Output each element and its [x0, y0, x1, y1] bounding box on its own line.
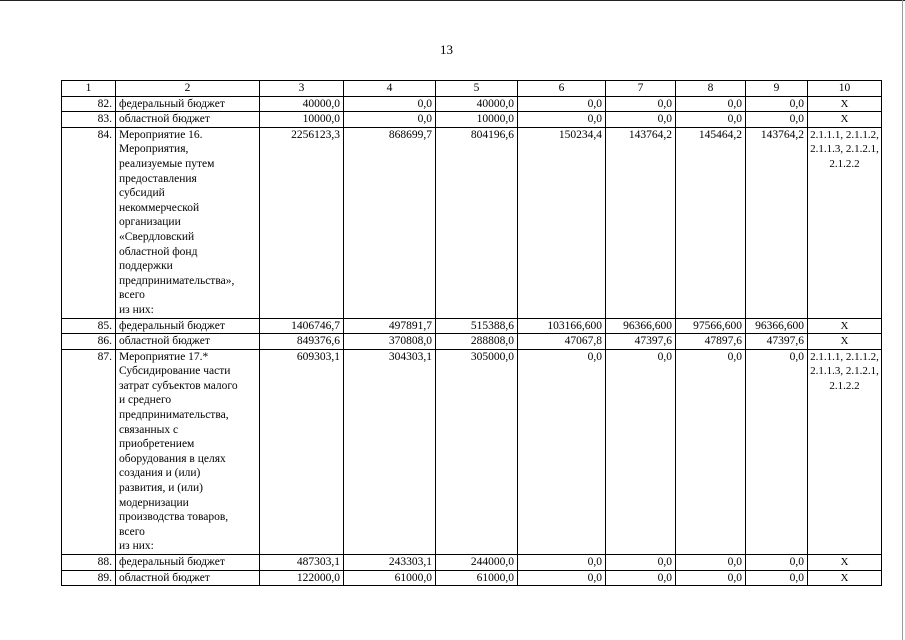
value-cell-4: 0,0 — [344, 112, 436, 128]
row-number-cell: 84. — [62, 127, 116, 318]
value-cell-8: 0,0 — [676, 96, 746, 112]
value-cell-6: 0,0 — [518, 555, 606, 571]
value-cell-7: 143764,2 — [606, 127, 676, 318]
value-cell-5: 61000,0 — [436, 570, 518, 586]
value-cell-3: 40000,0 — [260, 96, 344, 112]
value-cell-9: 47397,6 — [746, 334, 808, 350]
value-cell-8: 0,0 — [676, 112, 746, 128]
value-cell-5: 10000,0 — [436, 112, 518, 128]
header-cell: 1 — [62, 81, 116, 97]
page-right-edge — [902, 0, 903, 640]
table-row — [62, 318, 882, 334]
value-cell-9: 0,0 — [746, 96, 808, 112]
value-cell-5: 244000,0 — [436, 555, 518, 571]
goal-cell: 2.1.1.1, 2.1.1.2, 2.1.1.3, 2.1.2.1, 2.1.2.2 — [808, 127, 882, 318]
row-name-cell: Мероприятие 17.* Субсидирование части затрат субъектов малого и среднего предпринимательства, связанных с приобретением оборудования в целях создания и (или) развития, и (или) модернизации производства товаров, всего из них: — [116, 349, 260, 554]
value-cell-3: 849376,6 — [260, 334, 344, 350]
table-row — [62, 334, 882, 350]
value-cell-8: 145464,2 — [676, 127, 746, 318]
row-number-cell: 82. — [62, 96, 116, 112]
value-cell-3: 122000,0 — [260, 570, 344, 586]
value-cell-7: 47397,6 — [606, 334, 676, 350]
goal-cell: X — [808, 555, 882, 571]
value-cell-6: 103166,600 — [518, 318, 606, 334]
value-cell-9: 96366,600 — [746, 318, 808, 334]
value-cell-6: 0,0 — [518, 112, 606, 128]
header-row — [62, 81, 882, 97]
table-row — [62, 349, 882, 554]
value-cell-7: 0,0 — [606, 555, 676, 571]
value-cell-7: 0,0 — [606, 349, 676, 554]
value-cell-4: 868699,7 — [344, 127, 436, 318]
row-name-cell: Мероприятие 16. Мероприятия, реализуемые путем предоставления субсидий некоммерческой организации «Свердловский областной фонд поддержки предпринимательства», всего из них: — [116, 127, 260, 318]
goal-cell: X — [808, 318, 882, 334]
value-cell-9: 0,0 — [746, 112, 808, 128]
value-cell-4: 304303,1 — [344, 349, 436, 554]
page-top-edge — [0, 0, 905, 1]
value-cell-8: 97566,600 — [676, 318, 746, 334]
value-cell-6: 0,0 — [518, 349, 606, 554]
value-cell-9: 0,0 — [746, 555, 808, 571]
table-row — [62, 570, 882, 586]
header-cell: 8 — [676, 81, 746, 97]
row-name-cell: областной бюджет — [116, 112, 260, 128]
row-name-cell: федеральный бюджет — [116, 555, 260, 571]
goal-cell: X — [808, 112, 882, 128]
value-cell-5: 515388,6 — [436, 318, 518, 334]
value-cell-3: 1406746,7 — [260, 318, 344, 334]
header-cell: 3 — [260, 81, 344, 97]
value-cell-3: 10000,0 — [260, 112, 344, 128]
header-cell: 6 — [518, 81, 606, 97]
value-cell-9: 0,0 — [746, 349, 808, 554]
goal-cell: 2.1.1.1, 2.1.1.2, 2.1.1.3, 2.1.2.1, 2.1.2.2 — [808, 349, 882, 554]
row-number-cell: 87. — [62, 349, 116, 554]
value-cell-7: 0,0 — [606, 112, 676, 128]
header-cell: 10 — [808, 81, 882, 97]
row-name-cell: областной бюджет — [116, 570, 260, 586]
value-cell-3: 609303,1 — [260, 349, 344, 554]
header-cell: 5 — [436, 81, 518, 97]
table-row — [62, 112, 882, 128]
value-cell-6: 0,0 — [518, 96, 606, 112]
table-row — [62, 96, 882, 112]
header-cell: 7 — [606, 81, 676, 97]
page-number: 13 — [440, 42, 453, 57]
value-cell-5: 305000,0 — [436, 349, 518, 554]
header-cell: 2 — [116, 81, 260, 97]
goal-cell: X — [808, 334, 882, 350]
table-row — [62, 555, 882, 571]
value-cell-4: 0,0 — [344, 96, 436, 112]
value-cell-4: 497891,7 — [344, 318, 436, 334]
value-cell-6: 0,0 — [518, 570, 606, 586]
row-number-cell: 89. — [62, 570, 116, 586]
header-cell: 9 — [746, 81, 808, 97]
goal-cell: X — [808, 96, 882, 112]
value-cell-6: 47067,8 — [518, 334, 606, 350]
value-cell-4: 243303,1 — [344, 555, 436, 571]
budget-table — [61, 80, 882, 586]
value-cell-7: 0,0 — [606, 570, 676, 586]
table-row — [62, 127, 882, 318]
value-cell-7: 96366,600 — [606, 318, 676, 334]
value-cell-8: 0,0 — [676, 555, 746, 571]
value-cell-4: 61000,0 — [344, 570, 436, 586]
value-cell-8: 0,0 — [676, 349, 746, 554]
row-number-cell: 86. — [62, 334, 116, 350]
header-cell: 4 — [344, 81, 436, 97]
goal-cell: X — [808, 570, 882, 586]
value-cell-5: 804196,6 — [436, 127, 518, 318]
row-number-cell: 83. — [62, 112, 116, 128]
value-cell-4: 370808,0 — [344, 334, 436, 350]
value-cell-3: 487303,1 — [260, 555, 344, 571]
row-name-cell: федеральный бюджет — [116, 96, 260, 112]
value-cell-7: 0,0 — [606, 96, 676, 112]
value-cell-8: 47897,6 — [676, 334, 746, 350]
value-cell-6: 150234,4 — [518, 127, 606, 318]
row-number-cell: 88. — [62, 555, 116, 571]
value-cell-9: 0,0 — [746, 570, 808, 586]
value-cell-3: 2256123,3 — [260, 127, 344, 318]
value-cell-9: 143764,2 — [746, 127, 808, 318]
value-cell-8: 0,0 — [676, 570, 746, 586]
value-cell-5: 40000,0 — [436, 96, 518, 112]
row-number-cell: 85. — [62, 318, 116, 334]
value-cell-5: 288808,0 — [436, 334, 518, 350]
row-name-cell: федеральный бюджет — [116, 318, 260, 334]
row-name-cell: областной бюджет — [116, 334, 260, 350]
